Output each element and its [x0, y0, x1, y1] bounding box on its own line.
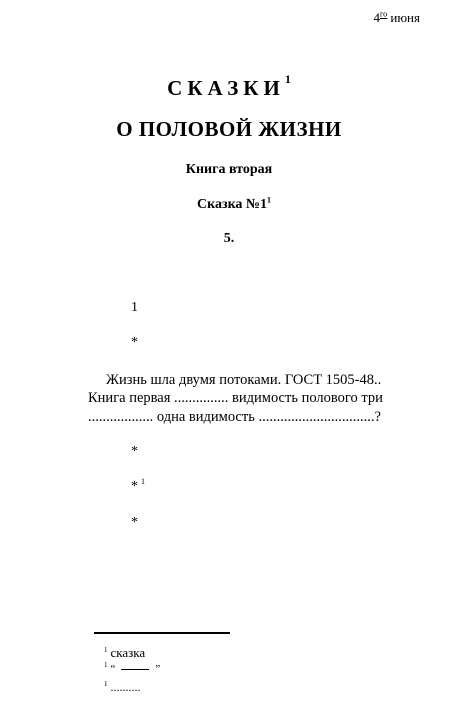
date-day: 4: [373, 10, 381, 25]
tale-footnote-mark: 1: [267, 195, 271, 205]
document-subtitle: О ПОЛОВОЙ ЖИЗНИ: [116, 117, 342, 141]
footnote-1: [104, 645, 145, 661]
title-text: СКАЗКИ: [167, 76, 285, 100]
footnote-3: [104, 680, 141, 695]
asterisk-separator-noted: [131, 479, 145, 495]
document-title: [0, 72, 458, 101]
asterisk-separator: *: [131, 515, 138, 530]
footnote-2: [104, 663, 160, 675]
footnote-mark: 1: [104, 645, 108, 654]
asterisk-separator: *: [131, 335, 138, 350]
book-heading: Книга вторая: [185, 162, 273, 177]
section-number: 5.: [223, 231, 235, 246]
footnote-divider: [94, 632, 230, 634]
date-month: июня: [390, 10, 420, 25]
footnote-text: сказка: [110, 645, 146, 660]
asterisk-separator: *: [131, 444, 138, 459]
blank-line: [121, 669, 149, 670]
date-ordinal: го: [380, 9, 388, 19]
subsection-number: 1: [131, 300, 138, 315]
footnote-mark: 1: [104, 680, 108, 688]
tale-heading: [0, 197, 458, 213]
paragraph-line-3: .................. одна видимость ................................?: [88, 409, 381, 425]
title-footnote-mark: 1: [284, 72, 291, 86]
asterisk-footnote-mark: 1: [141, 477, 145, 487]
paragraph-line-2: Книга первая ............... видимость полового три: [88, 390, 383, 406]
footnote-text: ..........: [110, 680, 141, 694]
tale-text: Сказка №1: [196, 197, 267, 212]
close-quote: ”: [155, 663, 161, 675]
asterisk: *: [131, 479, 138, 494]
page-date: [374, 10, 420, 26]
paragraph-line-1: Жизнь шла двумя потоками. ГОСТ 1505-48..: [106, 372, 382, 388]
footnote-mark: 1: [104, 661, 108, 670]
open-quote: “: [110, 663, 116, 675]
